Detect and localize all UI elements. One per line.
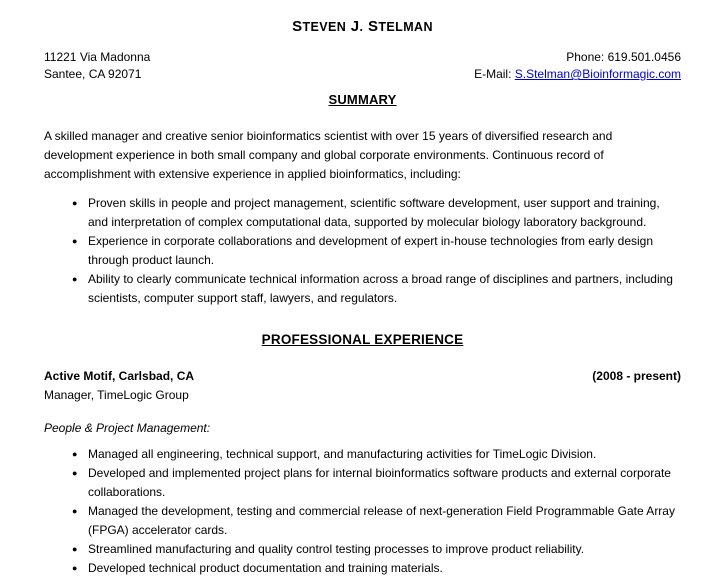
list-item: ● Developed and implemented project plans for internal bioinformatics software products and external corporate collaborations. xyxy=(72,464,681,502)
job-header xyxy=(44,369,681,383)
summary-heading: SUMMARY xyxy=(328,92,397,107)
list-item: ● Managed all engineering, technical support, and manufacturing activities for TimeLogic Division. xyxy=(72,445,681,464)
phone-number: Phone: 619.501.0456 xyxy=(566,50,681,64)
job-company: Active Motif, Carlsbad, CA xyxy=(44,369,195,383)
email-label: E-Mail: xyxy=(474,67,515,81)
job-bullet-list xyxy=(44,445,681,578)
list-item: ● Streamlined manufacturing and quality control testing processes to improve product reliability. xyxy=(72,540,681,559)
job-title: Manager, TimeLogic Group xyxy=(44,388,189,402)
list-item: ● Managed the development, testing and commercial release of next-generation Field Programmable Gate Array (FPGA) accelerator cards. xyxy=(72,502,681,540)
list-item: ● Developed technical product documentation and training materials. xyxy=(72,559,681,578)
contact-address xyxy=(44,49,150,83)
job-dates: (2008 - present) xyxy=(592,369,681,383)
summary-paragraph: A skilled manager and creative senior bioinformatics scientist with over 15 years of diversified research and development experience in both small company and global corporate environments. Continuous record of accomplishment with extensive experience in applied bioinformatics, including: xyxy=(44,129,613,181)
job-category: People & Project Management: xyxy=(44,421,211,435)
list-item: ● Ability to clearly communicate technical information across a broad range of disciplines and partners, including scientists, computer support staff, lawyers, and regulators. xyxy=(72,270,681,308)
candidate-name: STEVEN J. STELMAN xyxy=(292,18,433,35)
page-title xyxy=(44,18,681,35)
contact-block xyxy=(44,49,681,83)
list-item: ● Proven skills in people and project management, scientific software development, user support and training, and interpretation of complex computational data, supported by molecular biology laboratory background. xyxy=(72,194,681,232)
email-row xyxy=(474,66,681,83)
address-line-2: Santee, CA 92071 xyxy=(44,67,142,81)
email-link[interactable]: S.Stelman@Bioinformagic.com xyxy=(514,67,681,81)
list-item: ● Experience in corporate collaborations and development of expert in-house technologies from early design through product launch. xyxy=(72,232,681,270)
summary-bullet-list xyxy=(44,194,681,308)
address-line-1: 11221 Via Madonna xyxy=(44,50,151,64)
experience-heading: PROFESSIONAL EXPERIENCE xyxy=(261,332,464,347)
contact-phone-email xyxy=(474,49,681,83)
